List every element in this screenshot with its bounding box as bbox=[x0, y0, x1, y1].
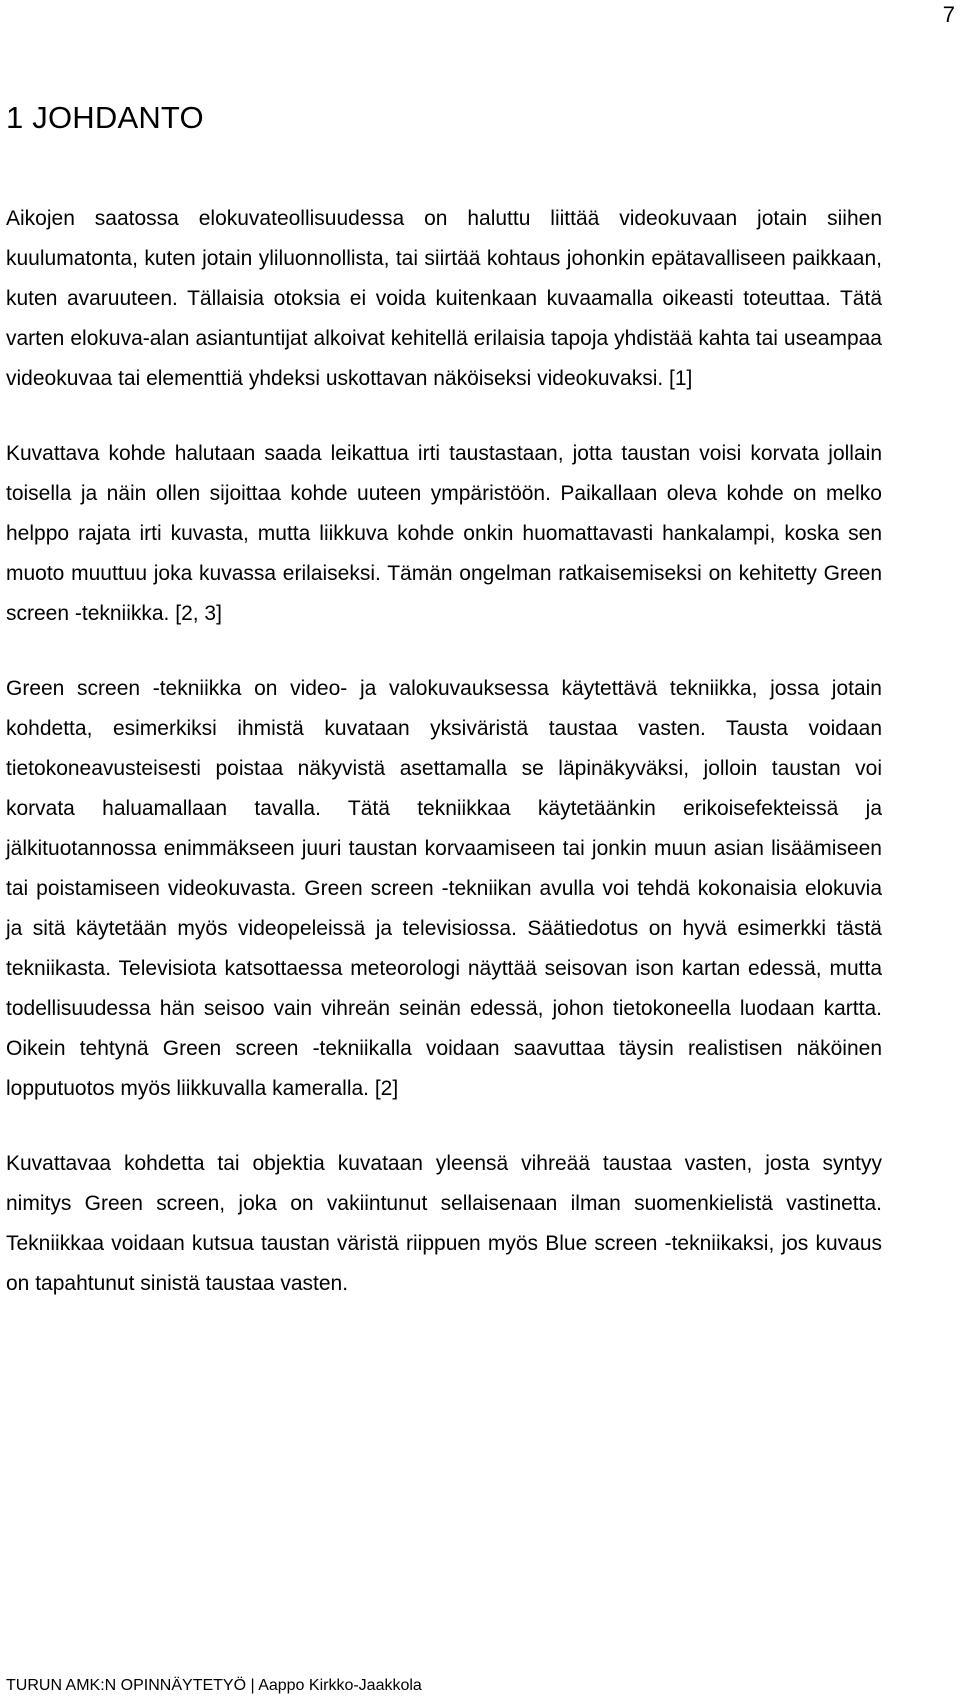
chapter-heading: 1 JOHDANTO bbox=[6, 100, 204, 135]
page-footer: TURUN AMK:N OPINNÄYTETYÖ | Aappo Kirkko-Jaakkola bbox=[6, 1677, 422, 1694]
paragraph-4: Kuvattavaa kohdetta tai objektia kuvataan yleensä vihreää taustaa vasten, josta syntyy nimitys Green screen, joka on vakiintunut sellaisenaan ilman suomenkielistä vastinetta. Tekniikkaa voidaan kutsua taustan väristä riippuen myös Blue screen -tekniikaksi, jos kuvaus on tapahtunut sinistä taustaa vasten. bbox=[6, 1152, 882, 1295]
paragraph-3: Green screen -tekniikka on video- ja valokuvauksessa käytettävä tekniikka, jossa jotain kohdetta, esimerkiksi ihmistä kuvataan yksiväristä taustaa vasten. Tausta voidaan tietokoneavusteisesti poistaa näkyvistä asettamalla se läpinäkyväksi, jolloin taustan voi korvata haluamallaan tavalla. Tätä tekniikkaa käytetäänkin erikoisefekteissä ja jälkituotannossa enimmäkseen juuri taustan korvaamiseen tai jonkin muun asian lisäämiseen tai poistamiseen videokuvasta. Green screen -tekniikan avulla voi tehdä kokonaisia elokuvia ja sitä käytetään myös videopeleissä ja televisiossa. Säätiedotus on hyvä esimerkki tästä tekniikasta. Televisiota katsottaessa meteorologi näyttää seisovan ison kartan edessä, mutta todellisuudessa hän seisoo vain vihreän seinän edessä, johon tietokoneella luodaan kartta. Oikein tehtynä Green screen -tekniikalla voidaan saavuttaa täysin realistisen näköinen lopputuotos myös liikkuvalla kameralla. [2] bbox=[6, 677, 882, 1100]
paragraph-2: Kuvattava kohde halutaan saada leikattua irti taustastaan, jotta taustan voisi korvata jollain toisella ja näin ollen sijoittaa kohde uuteen ympäristöön. Paikallaan oleva kohde on melko helppo rajata irti kuvasta, mutta liikkuva kohde onkin huomattavasti hankalampi, koska sen muoto muuttuu joka kuvassa erilaiseksi. Tämän ongelman ratkaisemiseksi on kehitetty Green screen -tekniikka. [2, 3] bbox=[6, 442, 882, 625]
page-number: 7 bbox=[942, 2, 955, 27]
paragraph-1: Aikojen saatossa elokuvateollisuudessa on haluttu liittää videokuvaan jotain siihen kuulumatonta, kuten jotain yliluonnollista, tai siirtää kohtaus johonkin epätavalliseen paikkaan, kuten avaruuteen. Tällaisia otoksia ei voida kuitenkaan kuvaamalla oikeasti toteuttaa. Tätä varten elokuva-alan asiantuntijat alkoivat kehitellä erilaisia tapoja yhdistää kahta tai useampaa videokuvaa tai elementtiä yhdeksi uskottavan näköiseksi videokuvaksi. [1] bbox=[6, 207, 882, 390]
body-text bbox=[6, 199, 882, 1304]
